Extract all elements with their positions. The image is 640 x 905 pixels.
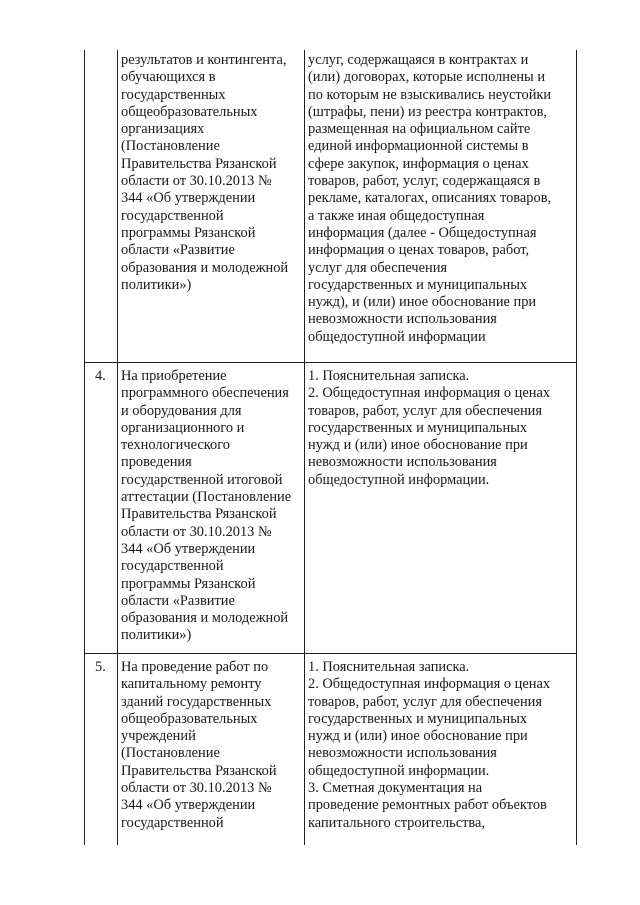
text-line: технологического: [121, 437, 230, 454]
text-line: государственной итоговой: [121, 471, 283, 488]
text-line: невозможности использования: [308, 311, 497, 328]
text-line: обучающихся в: [121, 69, 216, 86]
text-line: организационного и: [121, 419, 245, 436]
row-number: 5.: [95, 659, 106, 675]
table-border-right: [576, 50, 577, 845]
text-line: невозможности использования: [308, 745, 497, 762]
text-line: результатов и контингента,: [121, 52, 287, 68]
text-line: а также иная общедоступная: [308, 207, 485, 224]
row-name-cell: [121, 659, 305, 832]
text-line: 2. Общедоступная информация о ценах: [308, 385, 551, 402]
text-line: политики»): [121, 627, 192, 644]
row-divider-2: [84, 653, 577, 654]
row-documents-cell: [308, 659, 576, 832]
text-line: 3. Сметная документация на: [308, 780, 483, 797]
text-line: невозможности использования: [308, 454, 497, 471]
text-line: (Постановление: [121, 138, 220, 155]
text-line: государственной: [121, 814, 224, 831]
text-line: Правительства Рязанской: [121, 762, 277, 779]
text-line: государственных и муниципальных: [308, 419, 528, 436]
text-line: государственной: [121, 207, 224, 224]
table-border-left: [84, 50, 85, 845]
text-line: товаров, работ, услуг, содержащаяся в: [308, 173, 541, 190]
text-line: общедоступной информации.: [308, 471, 490, 488]
row-divider-1: [84, 362, 577, 363]
text-line: образования и молодежной: [121, 259, 289, 276]
text-line: программы Рязанской: [121, 224, 256, 241]
text-line: информация о ценах товаров, работ,: [308, 242, 530, 259]
text-line: информация (далее - Общедоступная: [308, 224, 537, 241]
text-line: государственных: [121, 86, 226, 103]
text-line: 1. Пояснительная записка.: [308, 659, 470, 675]
text-line: размещенная на официальном сайте: [308, 121, 531, 138]
text-line: (или) договорах, которые исполнены и: [308, 69, 546, 86]
text-line: 344 «Об утверждении: [121, 797, 256, 814]
text-line: политики»): [121, 276, 192, 293]
text-line: На проведение работ по: [121, 659, 269, 675]
text-line: сфере закупок, информация о ценах: [308, 155, 529, 172]
text-line: На приобретение: [121, 368, 227, 384]
text-line: государственных и муниципальных: [308, 276, 528, 293]
text-line: нужд), и (или) иное обоснование при: [308, 294, 537, 311]
row-number: 4.: [95, 368, 106, 384]
text-line: капитальному ремонту: [121, 676, 262, 693]
row-documents-cell: [308, 52, 576, 346]
text-line: услуг для обеспечения: [308, 259, 448, 276]
text-line: рекламе, каталогах, описаниях товаров,: [308, 190, 552, 207]
text-line: проведение ремонтных работ объектов: [308, 797, 547, 814]
text-line: по которым не взыскивались неустойки: [308, 86, 552, 103]
text-line: области «Развитие: [121, 592, 235, 609]
text-line: программного обеспечения: [121, 385, 289, 402]
text-line: организациях: [121, 121, 205, 138]
text-line: общедоступной информации.: [308, 762, 490, 779]
text-line: единой информационной системы в: [308, 138, 529, 155]
text-line: области «Развитие: [121, 242, 235, 259]
text-line: Правительства Рязанской: [121, 506, 277, 523]
table-border-col-1: [117, 50, 118, 845]
text-line: 344 «Об утверждении: [121, 540, 256, 557]
text-line: общеобразовательных: [121, 710, 258, 727]
text-line: области от 30.10.2013 №: [121, 173, 272, 190]
text-line: товаров, работ, услуг для обеспечения: [308, 693, 542, 710]
text-line: и оборудования для: [121, 402, 242, 419]
text-line: образования и молодежной: [121, 610, 289, 627]
text-line: 1. Пояснительная записка.: [308, 368, 470, 384]
text-line: учреждений: [121, 728, 196, 745]
text-line: 344 «Об утверждении: [121, 190, 256, 207]
text-line: области от 30.10.2013 №: [121, 780, 272, 797]
text-line: программы Рязанской: [121, 575, 256, 592]
row-name-cell: [121, 52, 305, 294]
text-line: Правительства Рязанской: [121, 155, 277, 172]
text-line: нужд и (или) иное обоснование при: [308, 437, 528, 454]
text-line: государственных и муниципальных: [308, 710, 528, 727]
text-line: государственной: [121, 558, 224, 575]
text-line: услуг, содержащаяся в контрактах и: [308, 52, 529, 68]
row-name-cell: [121, 368, 305, 645]
text-line: проведения: [121, 454, 192, 471]
text-line: 2. Общедоступная информация о ценах: [308, 676, 551, 693]
text-line: нужд и (или) иное обоснование при: [308, 728, 528, 745]
text-line: зданий государственных: [121, 693, 272, 710]
text-line: товаров, работ, услуг для обеспечения: [308, 402, 542, 419]
text-line: (штрафы, пени) из реестра контрактов,: [308, 103, 548, 120]
text-line: общедоступной информации: [308, 328, 486, 345]
row-documents-cell: [308, 368, 576, 489]
text-line: области от 30.10.2013 №: [121, 523, 272, 540]
text-line: общеобразовательных: [121, 103, 258, 120]
text-line: капитального строительства,: [308, 814, 485, 831]
text-line: аттестации (Постановление: [121, 489, 292, 506]
text-line: (Постановление: [121, 745, 220, 762]
